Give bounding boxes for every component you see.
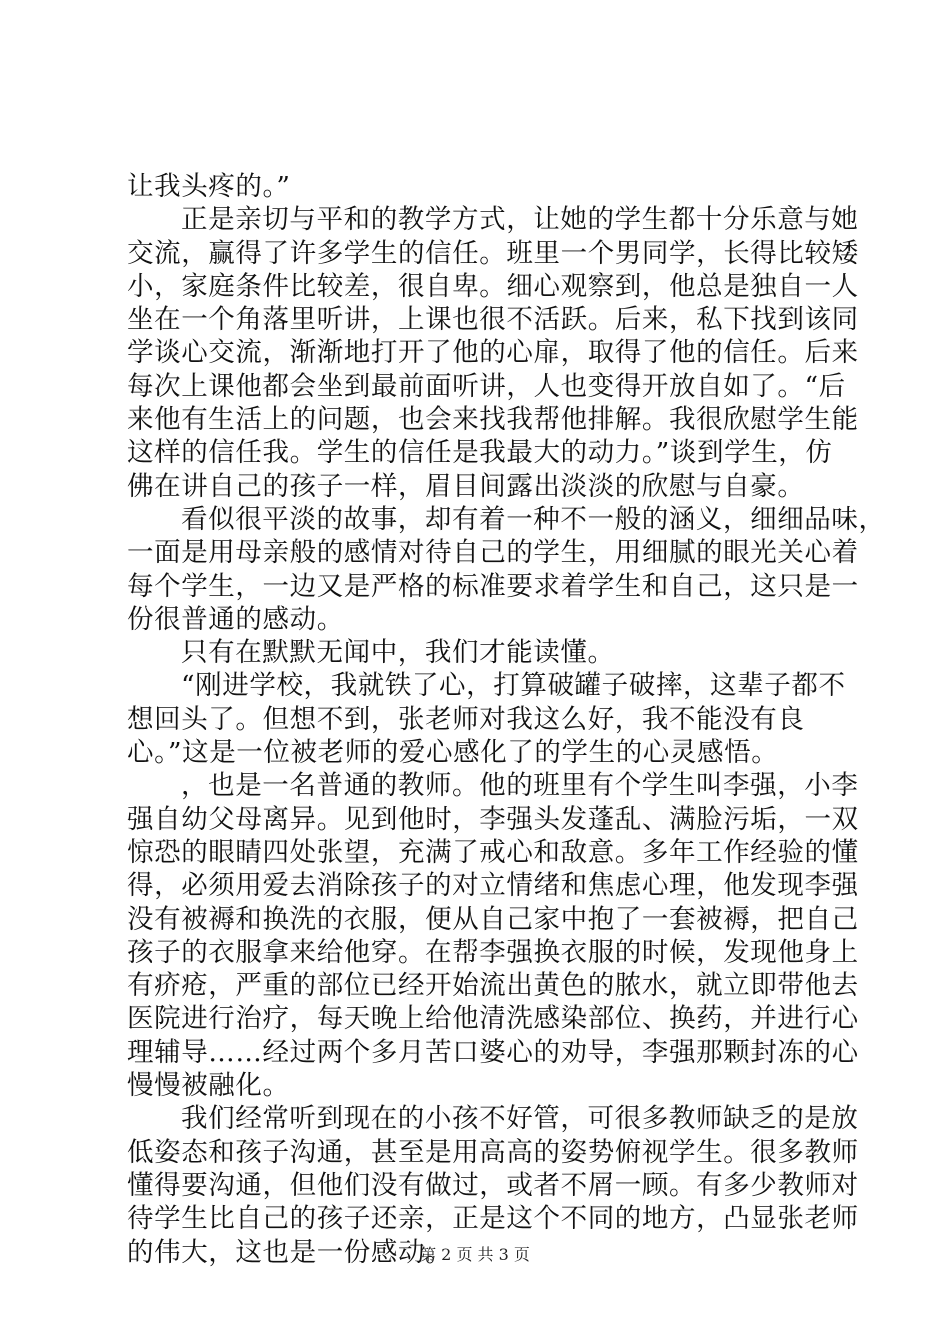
text-line: 学谈心交流，渐渐地打开了他的心扉，取得了他的信任。后来: [127, 337, 859, 369]
text-line: 我们经常听到现在的小孩不好管，可很多教师缺乏的是放: [181, 1103, 859, 1135]
text-line: 理辅导……经过两个多月苦口婆心的劝导，李强那颗封冻的心: [127, 1036, 859, 1068]
text-line: 每个学生，一边又是严格的标准要求着学生和自己，这只是一: [127, 570, 859, 602]
text-line: 来他有生活上的问题，也会来找我帮他排解。我很欣慰学生能: [127, 404, 859, 436]
text-line: 心。”这是一位被老师的爱心感化了的学生的心灵感悟。: [127, 737, 779, 769]
text-line: 孩子的衣服拿来给他穿。在帮李强换衣服的时候，发现他身上: [127, 936, 859, 968]
text-line: 强自幼父母离异。见到他时，李强头发蓬乱、满脸污垢，一双: [127, 803, 859, 835]
text-line: 有疥疮，严重的部位已经开始流出黄色的脓水，就立即带他去: [127, 970, 859, 1002]
text-line: 看似很平淡的故事，却有着一种不一般的涵义，细细品味，: [181, 503, 886, 535]
page-number-footer: 第 2 页 共 3 页: [420, 1245, 530, 1264]
text-line: 待学生比自己的孩子还亲，正是这个不同的地方，凸显张老师: [127, 1203, 859, 1235]
text-line: 惊恐的眼睛四处张望，充满了戒心和敌意。多年工作经验的懂: [127, 836, 859, 868]
text-line: 坐在一个角落里听讲，上课也很不活跃。后来，私下找到该同: [127, 304, 859, 336]
text-line: 低姿态和孩子沟通，甚至是用高高的姿势俯视学生。很多教师: [127, 1136, 859, 1168]
text-line: 交流，赢得了许多学生的信任。班里一个男同学，长得比较矮: [127, 237, 859, 269]
text-line: 医院进行治疗，每天晚上给他清洗感染部位、换药，并进行心: [127, 1003, 859, 1035]
text-line: 佛在讲自己的孩子一样，眉目间露出淡淡的欣慰与自豪。: [127, 470, 805, 502]
text-line: 没有被褥和换洗的衣服，便从自己家中抱了一套被褥，把自己: [127, 903, 859, 935]
text-line: 份很普通的感动。: [127, 603, 344, 635]
text-line: 的伟大，这也是一份感动。: [127, 1236, 453, 1268]
text-line: “刚进学校，我就铁了心，打算破罐子破摔，这辈子都不: [181, 670, 846, 702]
text-line: 一面是用母亲般的感情对待自己的学生，用细腻的眼光关心着: [127, 537, 859, 569]
text-line: 让我头疼的。”: [127, 171, 291, 202]
text-line: 只有在默默无闻中，我们才能读懂。: [181, 637, 615, 669]
text-line: 这样的信任我。学生的信任是我最大的动力。”谈到学生，仿: [127, 437, 833, 469]
text-line: 懂得要沟通，但他们没有做过，或者不屑一顾。有多少教师对: [127, 1169, 859, 1201]
document-body: [127, 170, 886, 1269]
text-line: 正是亲切与平和的教学方式，让她的学生都十分乐意与她: [181, 204, 859, 236]
text-line: 小，家庭条件比较差，很自卑。细心观察到，他总是独自一人: [127, 270, 859, 302]
text-line: 想回头了。但想不到，张老师对我这么好，我不能没有良: [127, 703, 805, 735]
text-line: ，也是一名普通的教师。他的班里有个学生叫李强，小李: [181, 770, 859, 802]
text-line: 每次上课他都会坐到最前面听讲，人也变得开放自如了。“后: [127, 370, 846, 402]
text-line: 得，必须用爱去消除孩子的对立情绪和焦虑心理，他发现李强: [127, 870, 859, 902]
text-line: 慢慢被融化。: [127, 1070, 290, 1102]
